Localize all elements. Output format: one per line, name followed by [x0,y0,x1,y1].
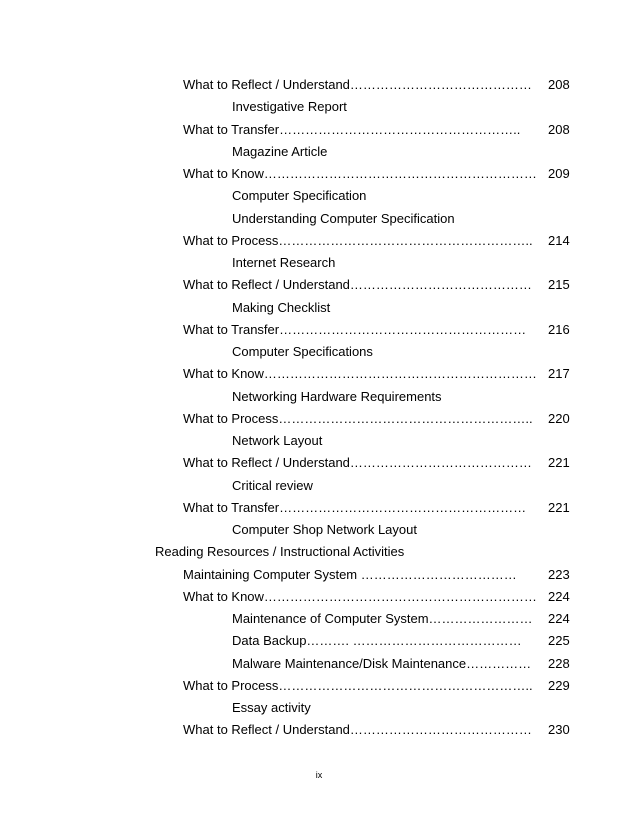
toc-entry-page: 223 [548,566,570,582]
toc-section-heading [0,541,638,563]
toc-entry-title: What to Process………………………………………………….. [183,410,533,426]
toc-entry [0,74,638,96]
toc-subentry [0,630,638,652]
toc-entry-title: Making Checklist [232,299,331,315]
toc-entry-title: Malware Maintenance/Disk Maintenance…………… [232,655,532,671]
toc-entry-title: Computer Specifications [232,344,373,359]
toc-subentry [0,430,638,452]
toc-entry-title: Magazine Article [232,143,328,159]
toc-entry-page: 208 [548,121,570,137]
toc-entry-title: Computer Shop Network Layout [232,522,417,537]
toc-entry-page: 225 [548,633,570,649]
toc-entry [0,675,638,697]
toc-entry-title: What to Transfer……………………………………………….. [183,121,521,137]
toc-entry [0,319,638,341]
toc-entry-page: 224 [548,588,570,604]
toc-entry-page: 229 [548,677,570,693]
toc-entry-page: 208 [548,77,570,92]
toc-subentry [0,252,638,274]
toc-entry-title: Investigative Report [232,99,347,115]
toc-entry-title: What to Reflect / Understand…………………………………… [183,455,532,471]
toc-entry [0,274,638,296]
toc-entry-title: What to Know……………………………………………………… [183,366,537,382]
toc-entry-title: What to Reflect / Understand…………………………………… [183,277,532,293]
toc-entry-title: Maintenance of Computer System…………………… [232,611,533,626]
toc-subentry [0,475,638,497]
toc-entry [0,230,638,252]
toc-entry-title: What to Know……………………………………………………… [183,588,537,604]
toc-subentry [0,653,638,675]
toc-subentry [0,185,638,207]
toc-entry [0,119,638,141]
toc-entry-page: 228 [548,655,570,671]
toc-entry-title: What to Reflect / Understand…………………………………… [183,77,532,92]
toc-entry-page: 216 [548,321,570,337]
toc-entry-title: Maintaining Computer System ……………………………… [183,566,517,582]
toc-entry-page: 224 [548,611,570,626]
toc-entry-page: 215 [548,277,570,293]
toc-entry-page: 214 [548,232,570,248]
page-number: ix [315,770,323,780]
toc-subentry [0,341,638,363]
toc-entry-title: Critical review [232,477,313,493]
toc-subentry [0,208,638,230]
toc-subentry [0,386,638,408]
toc-entry-title: Reading Resources / Instructional Activities [155,544,405,560]
toc-entry-title: What to Reflect / Understand…………………………………… [183,722,532,738]
toc-entry [0,408,638,430]
toc-entry-page: 209 [548,166,570,181]
toc-entry-page: 221 [548,499,570,515]
toc-entry [0,564,638,586]
toc-entry-title: What to Process………………………………………………….. [183,232,533,248]
toc-entry-page: 230 [548,722,570,738]
toc-entry [0,497,638,519]
toc-entry-title: Internet Research [232,255,336,270]
toc-subentry [0,519,638,541]
toc-entry-title: Networking Hardware Requirements [232,388,442,404]
toc-entry-title: Computer Specification [232,188,367,204]
toc-subentry [0,297,638,319]
toc-entry-title: Understanding Computer Specification [232,210,455,226]
table-of-contents [0,74,638,742]
toc-entry [0,719,638,741]
toc-subentry [0,141,638,163]
toc-entry [0,363,638,385]
toc-subentry [0,608,638,630]
toc-subentry [0,96,638,118]
toc-entry-title: Network Layout [232,433,323,448]
toc-entry-title: What to Process………………………………………………….. [183,677,533,693]
toc-entry-page: 221 [548,455,570,471]
toc-entry-title: What to Transfer………………………………………………… [183,321,527,337]
toc-entry-page: 217 [548,366,570,382]
toc-subentry [0,697,638,719]
toc-entry-page: 220 [548,410,570,426]
toc-entry-title: What to Transfer………………………………………………… [183,499,527,515]
toc-entry [0,586,638,608]
toc-entry [0,452,638,474]
toc-entry-title: What to Know……………………………………………………… [183,166,537,181]
toc-entry-title: Essay activity [232,700,311,715]
toc-entry-title: Data Backup………. ………………………………… [232,633,522,649]
toc-entry [0,163,638,185]
